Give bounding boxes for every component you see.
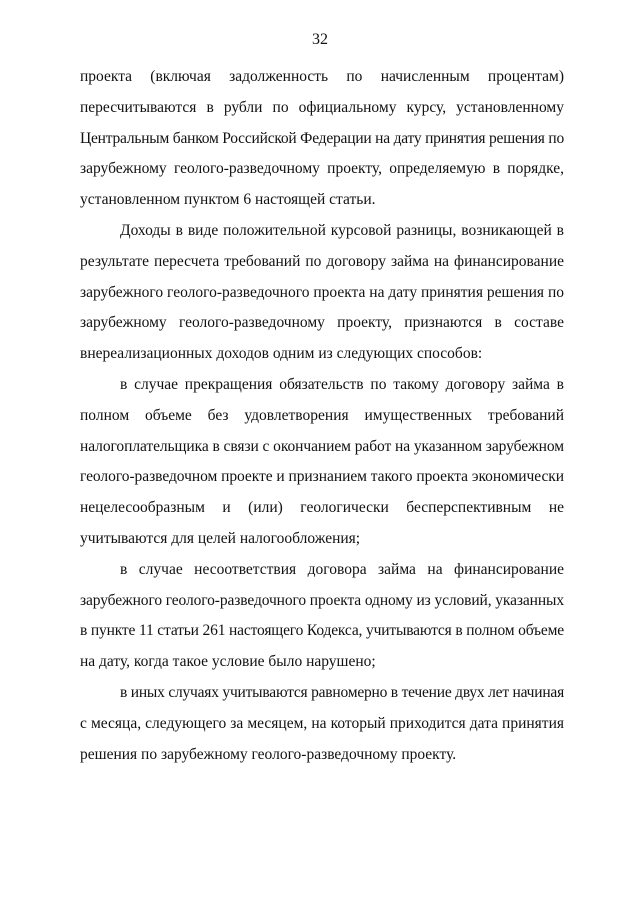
paragraph-4	[80, 555, 564, 678]
text-line: полном объеме без удовлетворения имущественных требований	[80, 406, 564, 424]
text-line: внереализационных доходов одним из следующих способов:	[80, 345, 483, 363]
text-line: геолого-разведочном проекте и признанием такого проекта экономически	[80, 468, 565, 486]
document-body	[80, 62, 564, 770]
text-line: учитываются для целей налогообложения;	[80, 529, 361, 547]
text-line: результате пересчета требований по договору займа на финансирование	[80, 252, 564, 270]
text-line: зарубежному геолого-разведочному проекту, признаются в составе	[80, 314, 564, 332]
text-line: нецелесообразным и (или) геологически бесперспективным не	[80, 499, 564, 517]
text-line: зарубежному геолого-разведочному проекту, определяемую в порядке,	[80, 160, 564, 178]
text-line: проекта (включая задолженность по начисленным процентам)	[80, 68, 564, 85]
text-line: в пункте 11 статьи 261 настоящего Кодекса, учитываются в полном объеме	[80, 622, 564, 640]
text-line: на дату, когда такое условие было нарушено;	[80, 653, 376, 671]
text-line: решения по зарубежному геолого-разведочному проекту.	[80, 745, 457, 763]
text-line: в иных случаях учитываются равномерно в течение двух лет начиная	[120, 683, 564, 701]
text-line: в случае несоответствия договора займа на финансирование	[120, 560, 564, 578]
paragraph-1	[80, 62, 564, 216]
paragraph-3	[80, 370, 564, 555]
text-line: в случае прекращения обязательств по такому договору займа в	[120, 375, 564, 393]
text-line: Центральным банком Российской Федерации на дату принятия решения по	[80, 129, 564, 147]
text-line: Доходы в виде положительной курсовой разницы, возникающей в	[120, 221, 564, 239]
text-line: налогоплательщика в связи с окончанием работ на указанном зарубежном	[80, 437, 565, 455]
text-line: зарубежного геолого-разведочного проекта одному из условий, указанных	[80, 591, 564, 609]
page-number: 32	[312, 31, 328, 48]
text-line: пересчитываются в рубли по официальному курсу, установленному	[80, 98, 564, 116]
text-line: установленном пунктом 6 настоящей статьи.	[80, 191, 376, 209]
text-line: с месяца, следующего за месяцем, на который приходится дата принятия	[80, 714, 564, 732]
paragraph-5	[80, 678, 564, 770]
paragraph-2	[80, 216, 564, 370]
text-line: зарубежного геолого-разведочного проекта на дату принятия решения по	[80, 283, 564, 301]
